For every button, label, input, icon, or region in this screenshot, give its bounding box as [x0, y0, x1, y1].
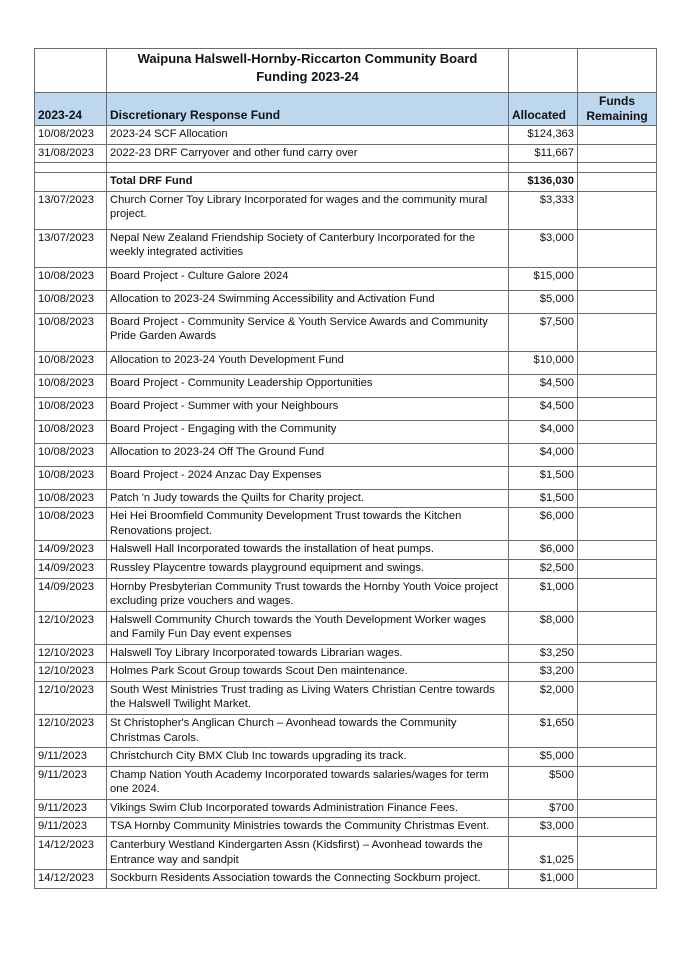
row-allocated: $11,667	[509, 144, 578, 163]
table-row	[35, 489, 657, 508]
row-date: 12/10/2023	[35, 681, 107, 714]
row-description: Russley Playcentre towards playground equipment and swings.	[107, 559, 509, 578]
row-remaining	[578, 715, 657, 748]
row-remaining	[578, 351, 657, 374]
row-allocated: $7,500	[509, 313, 578, 351]
row-description: Halswell Community Church towards the Youth Development Worker wages and Family Fun Day event expenses	[107, 611, 509, 644]
row-allocated: $1,000	[509, 870, 578, 889]
row-remaining	[578, 799, 657, 818]
row-description: Halswell Toy Library Incorporated towards Librarian wages.	[107, 644, 509, 663]
row-date: 10/08/2023	[35, 374, 107, 397]
row-description: Christchurch City BMX Club Inc towards upgrading its track.	[107, 748, 509, 767]
row-allocated: $3,200	[509, 663, 578, 682]
table-row	[35, 836, 657, 869]
table-row	[35, 663, 657, 682]
table-title	[107, 49, 509, 93]
row-description: Hei Hei Broomfield Community Development Trust towards the Kitchen Renovations project.	[107, 508, 509, 541]
row-description: Canterbury Westland Kindergarten Assn (Kidsfirst) – Avonhead towards the Entrance way and sandpit	[107, 836, 509, 869]
row-allocated: $700	[509, 799, 578, 818]
table-row	[35, 681, 657, 714]
row-allocated: $1,500	[509, 489, 578, 508]
row-description: Halswell Hall Incorporated towards the installation of heat pumps.	[107, 541, 509, 560]
table-row	[35, 508, 657, 541]
row-allocated: $124,363	[509, 126, 578, 145]
row-allocated: $8,000	[509, 611, 578, 644]
row-description: Allocation to 2023-24 Off The Ground Fund	[107, 443, 509, 466]
row-allocated: $3,000	[509, 229, 578, 267]
row-date: 12/10/2023	[35, 644, 107, 663]
row-allocated: $3,250	[509, 644, 578, 663]
row-date: 10/08/2023	[35, 508, 107, 541]
row-description: 2023-24 SCF Allocation	[107, 126, 509, 145]
row-allocated: $4,000	[509, 443, 578, 466]
row-allocated: $3,333	[509, 191, 578, 229]
table-row	[35, 818, 657, 837]
row-date: 10/08/2023	[35, 351, 107, 374]
row-date: 13/07/2023	[35, 229, 107, 267]
row-remaining	[578, 466, 657, 489]
header-remaining-line-1: Funds	[599, 94, 635, 108]
row-date: 12/10/2023	[35, 611, 107, 644]
header-remaining	[578, 93, 657, 126]
blank-cell	[35, 163, 107, 173]
row-description: St Christopher's Anglican Church – Avonhead towards the Community Christmas Carols.	[107, 715, 509, 748]
row-date: 12/10/2023	[35, 715, 107, 748]
row-date: 31/08/2023	[35, 144, 107, 163]
header-description: Discretionary Response Fund	[107, 93, 509, 126]
blank-cell	[578, 163, 657, 173]
table-row	[35, 443, 657, 466]
title-blank-cell	[35, 49, 107, 93]
total-row	[35, 173, 657, 192]
row-date: 14/12/2023	[35, 870, 107, 889]
row-description: Nepal New Zealand Friendship Society of Canterbury Incorporated for the weekly integrated activities	[107, 229, 509, 267]
row-remaining	[578, 443, 657, 466]
row-description: Board Project - Summer with your Neighbours	[107, 397, 509, 420]
table-row	[35, 611, 657, 644]
row-description: Allocation to 2023-24 Youth Development Fund	[107, 351, 509, 374]
table-row	[35, 374, 657, 397]
funding-table	[34, 48, 657, 889]
table-row	[35, 267, 657, 290]
row-remaining	[578, 229, 657, 267]
row-description: Board Project - Culture Galore 2024	[107, 267, 509, 290]
table-row	[35, 559, 657, 578]
row-allocated: $1,500	[509, 466, 578, 489]
row-date: 10/08/2023	[35, 313, 107, 351]
table-row	[35, 229, 657, 267]
row-remaining	[578, 397, 657, 420]
row-remaining	[578, 126, 657, 145]
row-allocated: $2,500	[509, 559, 578, 578]
row-date: 14/09/2023	[35, 578, 107, 611]
row-allocated: $4,000	[509, 420, 578, 443]
row-remaining	[578, 578, 657, 611]
row-date: 10/08/2023	[35, 290, 107, 313]
table-row	[35, 578, 657, 611]
blank-cell	[107, 163, 509, 173]
row-allocated: $10,000	[509, 351, 578, 374]
row-remaining	[578, 748, 657, 767]
table-row	[35, 748, 657, 767]
title-line-2: Funding 2023-24	[256, 68, 359, 84]
header-allocated: Allocated	[509, 93, 578, 126]
row-description: Patch 'n Judy towards the Quilts for Charity project.	[107, 489, 509, 508]
row-remaining	[578, 559, 657, 578]
total-date	[35, 173, 107, 192]
total-remaining	[578, 173, 657, 192]
blank-row	[35, 163, 657, 173]
row-allocated: $4,500	[509, 397, 578, 420]
table-row	[35, 191, 657, 229]
table-row	[35, 466, 657, 489]
header-remaining-line-2: Remaining	[586, 109, 648, 123]
row-allocated: $5,000	[509, 748, 578, 767]
row-allocated: $15,000	[509, 267, 578, 290]
row-description: Board Project - Engaging with the Community	[107, 420, 509, 443]
row-description: South West Ministries Trust trading as Living Waters Christian Centre towards the Halswell Twilight Market.	[107, 681, 509, 714]
table-row	[35, 799, 657, 818]
row-description: 2022-23 DRF Carryover and other fund carry over	[107, 144, 509, 163]
row-remaining	[578, 541, 657, 560]
opening-row	[35, 126, 657, 145]
row-remaining	[578, 191, 657, 229]
row-allocated: $2,000	[509, 681, 578, 714]
row-remaining	[578, 374, 657, 397]
table-row	[35, 313, 657, 351]
header-row	[35, 93, 657, 126]
row-description: Board Project - 2024 Anzac Day Expenses	[107, 466, 509, 489]
total-allocated: $136,030	[509, 173, 578, 192]
row-allocated: $6,000	[509, 508, 578, 541]
row-description: TSA Hornby Community Ministries towards the Community Christmas Event.	[107, 818, 509, 837]
row-remaining	[578, 818, 657, 837]
header-date: 2023-24	[35, 93, 107, 126]
row-description: Allocation to 2023-24 Swimming Accessibility and Activation Fund	[107, 290, 509, 313]
row-date: 14/12/2023	[35, 836, 107, 869]
row-remaining	[578, 489, 657, 508]
table-row	[35, 644, 657, 663]
row-date: 10/08/2023	[35, 489, 107, 508]
row-remaining	[578, 681, 657, 714]
row-description: Church Corner Toy Library Incorporated for wages and the community mural project.	[107, 191, 509, 229]
row-date: 14/09/2023	[35, 559, 107, 578]
title-blank-cell	[509, 49, 578, 93]
row-allocated: $6,000	[509, 541, 578, 560]
row-date: 10/08/2023	[35, 443, 107, 466]
row-remaining	[578, 870, 657, 889]
row-description: Sockburn Residents Association towards the Connecting Sockburn project.	[107, 870, 509, 889]
row-description: Board Project - Community Service & Youth Service Awards and Community Pride Garden Awards	[107, 313, 509, 351]
row-description: Board Project - Community Leadership Opportunities	[107, 374, 509, 397]
table-row	[35, 715, 657, 748]
table-row	[35, 397, 657, 420]
row-date: 10/08/2023	[35, 466, 107, 489]
row-description: Hornby Presbyterian Community Trust towards the Hornby Youth Voice project excluding prize vouchers and wages.	[107, 578, 509, 611]
row-remaining	[578, 663, 657, 682]
row-remaining	[578, 290, 657, 313]
row-date: 14/09/2023	[35, 541, 107, 560]
title-row	[35, 49, 657, 93]
row-date: 10/08/2023	[35, 420, 107, 443]
table-row	[35, 351, 657, 374]
row-allocated: $5,000	[509, 290, 578, 313]
opening-row	[35, 144, 657, 163]
row-allocated: $1,000	[509, 578, 578, 611]
table-row	[35, 870, 657, 889]
row-remaining	[578, 420, 657, 443]
table-row	[35, 766, 657, 799]
title-line-1: Waipuna Halswell-Hornby-Riccarton Community Board	[137, 51, 478, 66]
row-date: 10/08/2023	[35, 267, 107, 290]
row-date: 9/11/2023	[35, 799, 107, 818]
row-remaining	[578, 836, 657, 869]
total-label: Total DRF Fund	[107, 173, 509, 192]
row-allocated: $1,025	[509, 836, 578, 869]
row-date: 9/11/2023	[35, 766, 107, 799]
row-description: Vikings Swim Club Incorporated towards Administration Finance Fees.	[107, 799, 509, 818]
row-allocated: $3,000	[509, 818, 578, 837]
row-date: 10/08/2023	[35, 126, 107, 145]
row-date: 9/11/2023	[35, 748, 107, 767]
blank-cell	[509, 163, 578, 173]
row-allocated: $500	[509, 766, 578, 799]
row-remaining	[578, 144, 657, 163]
row-date: 12/10/2023	[35, 663, 107, 682]
row-allocated: $1,650	[509, 715, 578, 748]
row-description: Holmes Park Scout Group towards Scout Den maintenance.	[107, 663, 509, 682]
row-remaining	[578, 313, 657, 351]
row-description: Champ Nation Youth Academy Incorporated towards salaries/wages for term one 2024.	[107, 766, 509, 799]
row-remaining	[578, 508, 657, 541]
row-remaining	[578, 267, 657, 290]
table-row	[35, 420, 657, 443]
row-date: 13/07/2023	[35, 191, 107, 229]
title-blank-cell	[578, 49, 657, 93]
row-allocated: $4,500	[509, 374, 578, 397]
row-date: 9/11/2023	[35, 818, 107, 837]
table-row	[35, 290, 657, 313]
row-remaining	[578, 644, 657, 663]
row-remaining	[578, 766, 657, 799]
row-date: 10/08/2023	[35, 397, 107, 420]
row-remaining	[578, 611, 657, 644]
table-row	[35, 541, 657, 560]
